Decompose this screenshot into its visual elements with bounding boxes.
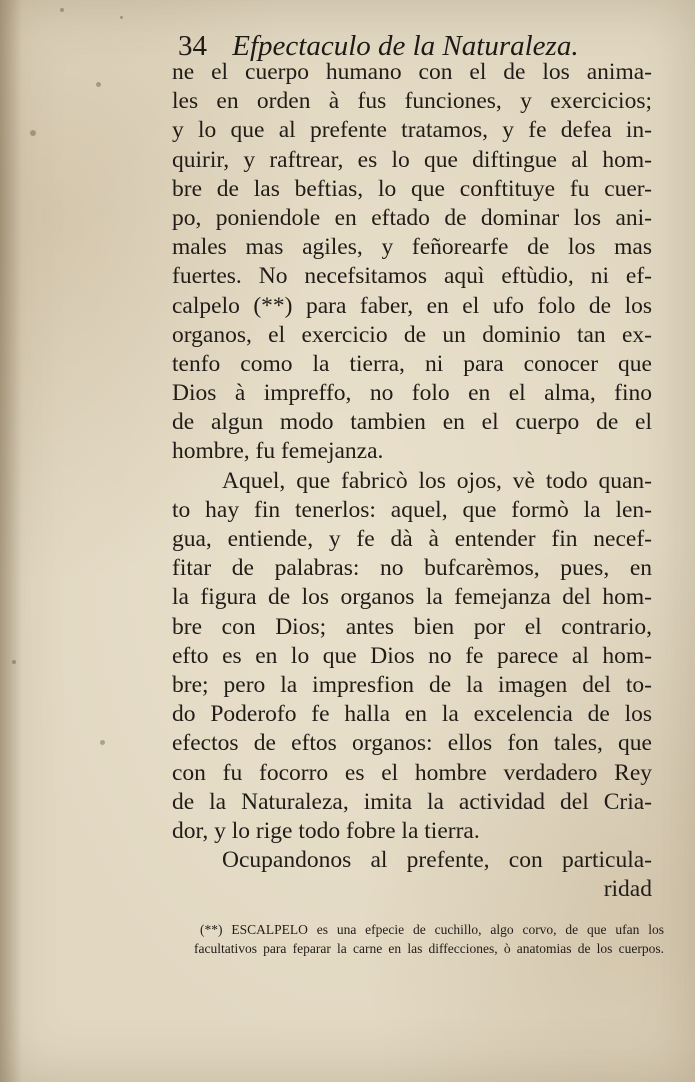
text-line: dor, y lo rige todo fobre la tierra. — [172, 817, 480, 844]
page-gutter-shadow — [0, 0, 22, 1082]
page-number: 34 — [178, 30, 207, 62]
running-title: Efpectaculo de la Naturaleza. — [232, 30, 579, 62]
text-line: bre de las beftias, lo que conftituye fu cuer- — [172, 175, 652, 202]
text-line: organos, el exercicio de un dominio tan ex- — [172, 321, 652, 348]
text-line: males mas agiles, y feñorearfe de los mas — [172, 234, 652, 261]
paper-speck — [100, 740, 105, 745]
text-line: la figura de los organos la femejanza del hom- — [172, 584, 652, 611]
text-line: efectos de eftos organos: ellos fon tales, que — [172, 730, 652, 757]
text-line: to hay fin tenerlos: aquel, que formò la len- — [172, 496, 652, 523]
text-line: Dios à impreffo, no folo en el alma, fino — [172, 380, 652, 407]
text-line: do Poderofo fe halla en la excelencia de los — [172, 701, 652, 728]
text-line: fitar de palabras: no bufcarèmos, pues, en — [172, 555, 652, 582]
text-line: ne el cuerpo humano con el de los anima- — [172, 59, 652, 85]
text-line: fuertes. No necefsitamos aquì eftùdio, ni ef- — [172, 263, 652, 290]
footnote-line: (**) ESCALPELO es una efpecie de cuchillo, algo corvo, de que ufan los — [200, 922, 664, 937]
catchword: ridad — [603, 876, 652, 903]
text-line: de la Naturaleza, imita la actividad del Cria- — [172, 788, 652, 815]
body-text — [172, 58, 652, 904]
text-line: bre; pero la impresfion de la imagen del to- — [172, 671, 652, 698]
text-line: quirir, y raftrear, es lo que diftingue al hom- — [172, 146, 652, 173]
text-line: calpelo (**) para faber, en el ufo folo de los — [172, 292, 652, 319]
text-line: con fu focorro es el hombre verdadero Rey — [172, 759, 652, 786]
paper-speck — [96, 82, 101, 87]
text-line: de algun modo tambien en el cuerpo de el — [172, 409, 652, 436]
paper-speck — [120, 16, 123, 19]
paper-speck — [60, 8, 64, 12]
footnote-line: facultativos para feparar la carne en las diffecciones, ò anatomias de los cuerpos. — [194, 941, 664, 956]
text-line: hombre, fu femejanza. — [172, 438, 384, 465]
text-line: Aquel, que fabricò los ojos, vè todo quan- — [222, 467, 652, 494]
paper-speck — [12, 660, 16, 664]
text-line: Ocupandonos al prefente, con particula- — [222, 847, 652, 874]
text-line: bre con Dios; antes bien por el contrario, — [172, 613, 652, 640]
text-line: tenfo como la tierra, ni para conocer que — [172, 350, 652, 377]
paper-speck — [30, 130, 36, 136]
text-line: y lo que al prefente tratamos, y fe defea in- — [172, 117, 652, 144]
text-line: efto es en lo que Dios no fe parece al hom- — [172, 642, 652, 669]
text-line: gua, entiende, y fe dà à entender fin necef- — [172, 526, 652, 552]
text-line: po, poniendole en eftado de dominar los ani- — [172, 204, 652, 231]
text-line: les en orden à fus funciones, y exercicios; — [172, 88, 652, 115]
footnote — [194, 920, 664, 958]
